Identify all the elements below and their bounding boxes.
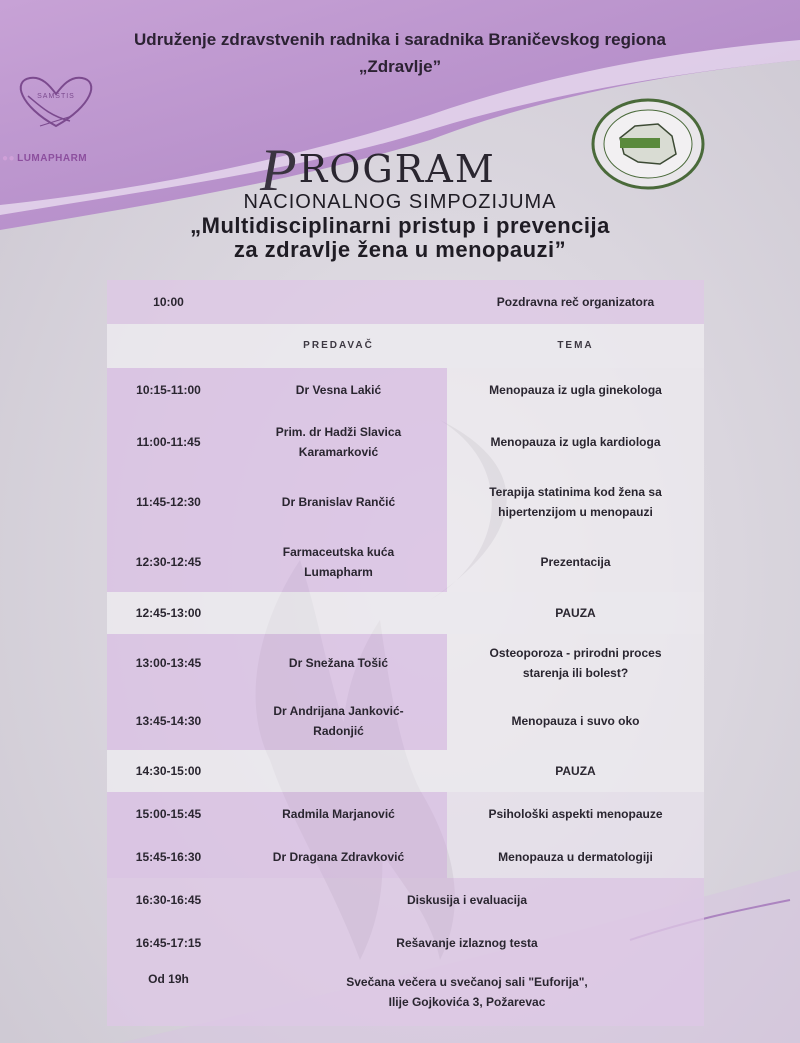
time-cell: 12:45-13:00 <box>135 606 202 620</box>
empty-cell <box>230 280 447 324</box>
speaker-cell <box>230 532 447 592</box>
speaker-cell <box>230 692 447 750</box>
time-cell: 11:00-11:45 <box>107 412 230 472</box>
lumapharm-logo-text: LUMAPHARM <box>17 153 88 164</box>
table-row <box>107 835 704 878</box>
time-cell: 15:45-16:30 <box>107 835 230 878</box>
speaker-line-1: Farmaceutska kuća <box>282 545 395 559</box>
table-row-pause <box>107 750 704 792</box>
speaker-header: PREDAVAČ <box>303 340 374 351</box>
program-title <box>260 128 496 203</box>
samstis-logo <box>10 66 102 136</box>
topic-line-2: hipertenzijom u menopauzi <box>498 505 653 519</box>
lumapharm-logo <box>2 153 87 164</box>
speaker-line-2: Karamarković <box>298 445 379 459</box>
speaker-line-1: Prim. dr Hadži Slavica <box>275 425 402 439</box>
speaker-cell: Dr Dragana Zdravković <box>230 835 447 878</box>
table-row <box>107 532 704 592</box>
speaker-line-2: Lumapharm <box>304 565 373 579</box>
program-rest: ROGRAM <box>298 147 496 191</box>
speaker-cell: Radmila Marjanović <box>230 792 447 835</box>
topic-line-1: Osteoporoza - prirodni proces <box>489 646 662 660</box>
topic-header: TEMA <box>557 340 594 351</box>
symposium-line-2: „Multidisciplinarni pristup i prevencija <box>190 213 610 238</box>
table-row-opening <box>107 280 704 324</box>
table-row <box>107 692 704 750</box>
text-cell <box>230 972 704 1012</box>
organization-subname: „Zdravlje” <box>358 57 442 76</box>
text-cell: Pozdravna reč organizatora <box>496 295 655 309</box>
topic-cell: Menopauza iz ugla ginekologa <box>447 368 704 412</box>
speaker-line-2: Radonjić <box>313 724 364 738</box>
time-cell: 13:45-14:30 <box>107 692 230 750</box>
empty-cell <box>107 324 230 368</box>
topic-cell: Menopauza i suvo oko <box>447 692 704 750</box>
topic-cell: Prezentacija <box>447 532 704 592</box>
table-row <box>107 368 704 412</box>
lumapharm-dots-icon: ●● <box>2 153 16 164</box>
time-cell: 15:00-15:45 <box>107 792 230 835</box>
program-initial: P <box>260 137 299 203</box>
time-cell: Od 19h <box>148 972 189 986</box>
regional-association-logo <box>590 98 706 190</box>
table-row-test <box>107 921 704 964</box>
time-cell: 16:30-16:45 <box>135 892 202 907</box>
symposium-line-1: NACIONALNOG SIMPOZIJUMA <box>243 191 557 213</box>
speaker-cell: Dr Snežana Tošić <box>230 634 447 692</box>
time-cell: 10:00 <box>153 295 184 309</box>
table-row <box>107 412 704 472</box>
program-table <box>107 280 704 1026</box>
pause-cell: PAUZA <box>555 606 596 620</box>
pause-cell: PAUZA <box>555 764 596 778</box>
time-cell: 10:15-11:00 <box>107 368 230 412</box>
symposium-title <box>0 190 800 262</box>
empty-cell <box>230 750 447 792</box>
topic-line-2: starenja ili bolest? <box>522 666 629 680</box>
topic-cell <box>447 634 704 692</box>
table-row <box>107 472 704 532</box>
speaker-cell: Dr Vesna Lakić <box>230 368 447 412</box>
table-row-pause <box>107 592 704 634</box>
speaker-cell: Dr Branislav Rančić <box>230 472 447 532</box>
table-row-discussion <box>107 878 704 921</box>
symposium-line-3: za zdravlje žena u menopauzi” <box>233 237 567 262</box>
topic-cell: Menopauza iz ugla kardiologa <box>447 412 704 472</box>
speaker-cell <box>230 412 447 472</box>
table-header-row <box>107 324 704 368</box>
empty-cell <box>230 592 447 634</box>
topic-cell <box>447 472 704 532</box>
organization-name: Udruženje zdravstvenih radnika i saradnika Braničevskog regiona <box>134 30 666 49</box>
topic-cell: Psihološki aspekti menopauze <box>447 792 704 835</box>
time-cell: 12:30-12:45 <box>107 532 230 592</box>
samstis-logo-text: SAMSTIS <box>37 93 75 100</box>
topic-cell: Menopauza u dermatologiji <box>447 835 704 878</box>
organization-header <box>0 26 800 80</box>
dinner-line-2: Ilije Gojkovića 3, Požarevac <box>388 995 546 1009</box>
time-cell: 11:45-12:30 <box>107 472 230 532</box>
time-cell: 13:00-13:45 <box>107 634 230 692</box>
topic-line-1: Terapija statinima kod žena sa <box>489 485 662 499</box>
text-cell: Diskusija i evaluacija <box>406 892 528 907</box>
table-row <box>107 634 704 692</box>
text-cell: Rešavanje izlaznog testa <box>396 935 538 950</box>
table-row-dinner <box>107 964 704 1026</box>
dinner-line-1: Svečana večera u svečanoj sali "Euforija", <box>346 975 588 989</box>
table-row <box>107 792 704 835</box>
time-cell: 14:30-15:00 <box>135 764 202 778</box>
time-cell: 16:45-17:15 <box>135 935 202 950</box>
speaker-line-1: Dr Andrijana Janković- <box>273 704 404 718</box>
